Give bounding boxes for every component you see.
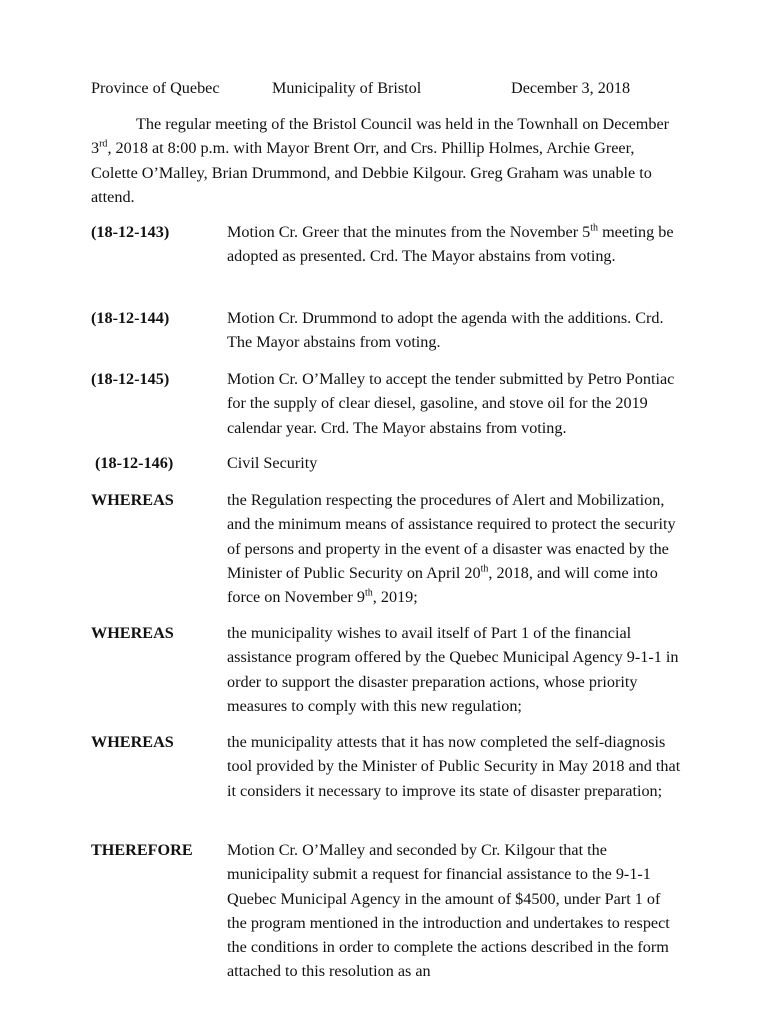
motion-text-part: Motion Cr. Greer that the minutes from the November 5: [227, 223, 591, 241]
clause-text: the municipality attests that it has now completed the self-diagnosis tool provided by the Minister of Public Security in May 2018 and that it considers it necessary to improve its state of disaster preparation;: [227, 733, 681, 800]
document-header: [91, 76, 691, 100]
motion-text: Motion Cr. O’Malley to accept the tender submitted by Petro Pontiac for the supply of clear diesel, gasoline, and stove oil for the 2019 calendar year. Crd. The Mayor abstains from voting.: [227, 370, 675, 437]
motion-text: Civil Security: [227, 454, 318, 472]
province-name: Province of Quebec: [91, 79, 220, 97]
clause-superscript: th: [365, 587, 373, 599]
motion-superscript: th: [590, 222, 599, 234]
motion-number: (18-12-145): [91, 370, 170, 388]
clause-label: WHEREAS: [91, 491, 174, 509]
clause-text: the municipality wishes to avail itself of Part 1 of the financial assistance program offered by the Quebec Municipal Agency 9-1-1 in order to support the disaster preparation actions, whose priority measures to comply with this new regulation;: [227, 624, 679, 715]
motion-text: Motion Cr. Drummond to adopt the agenda with the additions. Crd. The Mayor abstains from voting.: [227, 309, 664, 352]
clause-text: Motion Cr. O’Malley and seconded by Cr. Kilgour that the municipality submit a request for financial assistance to the 9-1-1 Quebec Municipal Agency in the amount of $4500, under Part 1 of the program mentioned in the introduction and undertakes to respect the conditions in order to complete the actions described in the form attached to this resolution as an: [227, 841, 670, 981]
motion-text-part: meeting be adopted as presented. Crd. The Mayor abstains from voting.: [227, 223, 674, 266]
motion-number: (18-12-146): [95, 454, 174, 472]
intro-text-1: The regular meeting of the Bristol Council was held in the Townhall on December 3: [91, 115, 670, 158]
intro-paragraph: [91, 112, 681, 209]
motion-number: (18-12-144): [91, 309, 170, 327]
intro-superscript: rd: [99, 138, 108, 150]
clause-superscript: th: [480, 563, 489, 575]
clause-text: [227, 488, 682, 609]
intro-text-2: , 2018 at 8:00 p.m. with Mayor Brent Orr, and Crs. Phillip Holmes, Archie Greer, Colette O’Malley, Brian Drummond, and Debbie Kilgour. Greg Graham was unable to attend.: [91, 139, 652, 206]
clause-label: THEREFORE: [91, 841, 193, 859]
clause-text-part: , 2019;: [372, 588, 418, 607]
motion-text: [227, 220, 682, 269]
clause-label: WHEREAS: [91, 624, 174, 642]
clause-label: WHEREAS: [91, 733, 174, 751]
clause-text-part: the Regulation respecting the procedures of Alert and Mobilization, and the minimum means of assistance required to protect the security of persons and property in the event of a disaster was enacted by the Minister of Public Security on April 20: [227, 491, 676, 582]
municipality-name: Municipality of Bristol: [272, 79, 422, 97]
clause-text-part: , 2018, and will come into force on November 9: [227, 563, 658, 607]
meeting-date: December 3, 2018: [511, 79, 631, 97]
motion-number: (18-12-143): [91, 223, 170, 241]
